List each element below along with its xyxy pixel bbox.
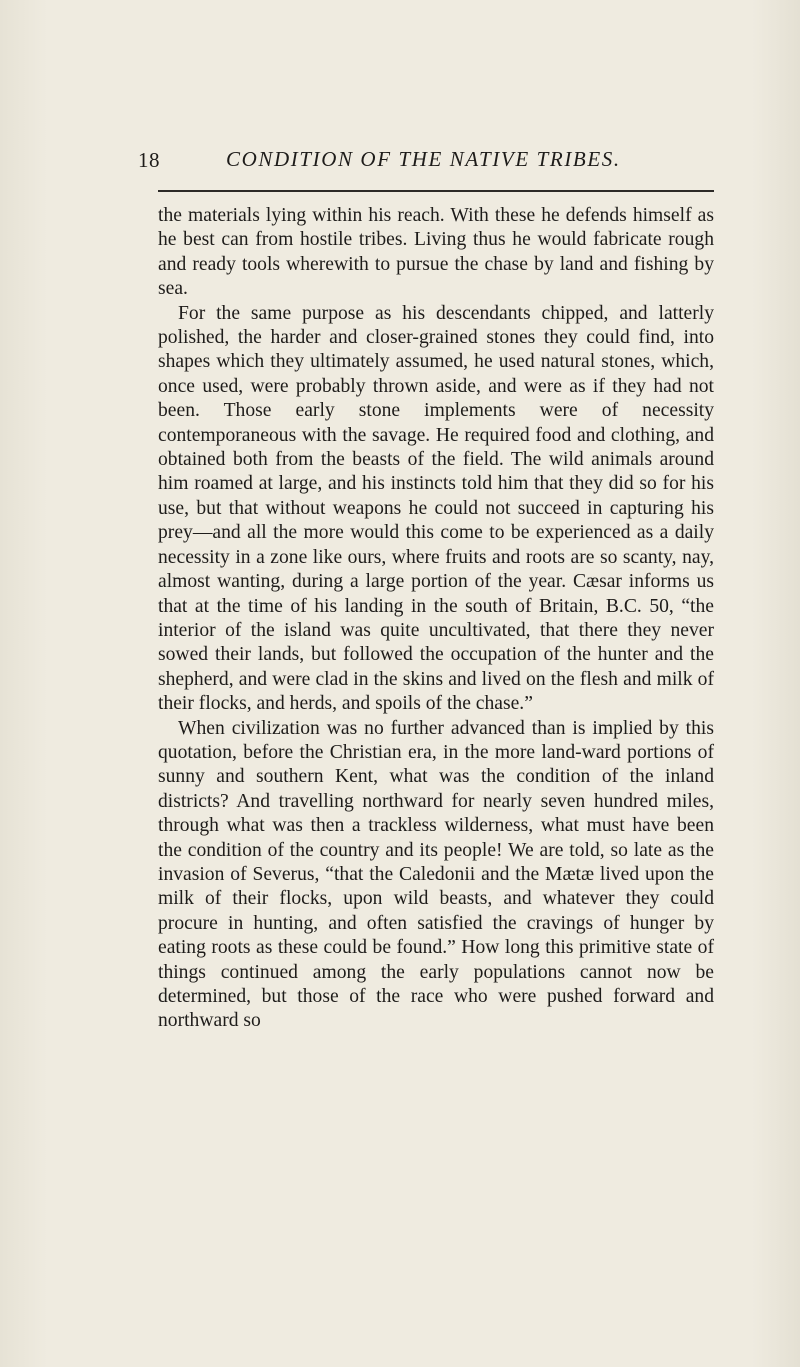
paragraph-3: When civilization was no further advanced than is implied by this quotation, before the Christian era, in the more land-ward portions of sunny and southern Kent, what was the condition of the inland districts? And travelling northward for nearly seven hundred miles, through what was then a trackless wilderness, what must have been the condition of the country and its people! We are told, so late as the invasion of Severus, “that the Caledonii and the Mætæ lived upon the milk of their flocks, upon wild beasts, and whatever they could procure in hunting, and often satisfied the cravings of hunger by eating roots as these could be found.” How long this primitive state of things continued among the early populations cannot now be determined, but those of the race who were pushed forward and northward so xyxy=(158,717,714,1032)
page-number: 18 xyxy=(138,148,160,172)
page-header xyxy=(138,144,714,174)
running-title: CONDITION OF THE NATIVE TRIBES. xyxy=(226,147,621,171)
paragraph-1: the materials lying within his reach. With these he defends himself as he best can from hostile tribes. Living thus he would fabricate rough and ready tools wherewith to pursue the chase by land and fishing by sea. xyxy=(158,205,714,300)
paragraph-2: For the same purpose as his descendants chipped, and latterly polished, the harder and closer-grained stones they could find, into shapes which they ultimately assumed, he used natural stones, which, once used, were probably thrown aside, and were as if they had not been. Those early stone implements were of necessity contemporaneous with the savage. He required food and clothing, and obtained both from the beasts of the field. The wild animals around him roamed at large, and his instincts told him that they did so for his use, but that without weapons he could not succeed in capturing his prey—and all the more would this come to be experienced as a daily necessity in a zone like ours, where fruits and roots are so scanty, nay, almost wanting, during a large portion of the year. Cæsar informs us that at the time of his landing in the south of Britain, B.C. 50, “the interior of the island was quite uncultivated, that there they never sowed their lands, but followed the occupation of the hunter and the shepherd, and were clad in the skins and lived on the flesh and milk of their flocks, and herds, and spoils of the chase.” xyxy=(158,302,714,715)
body-text xyxy=(158,204,714,1034)
header-rule xyxy=(158,190,714,192)
